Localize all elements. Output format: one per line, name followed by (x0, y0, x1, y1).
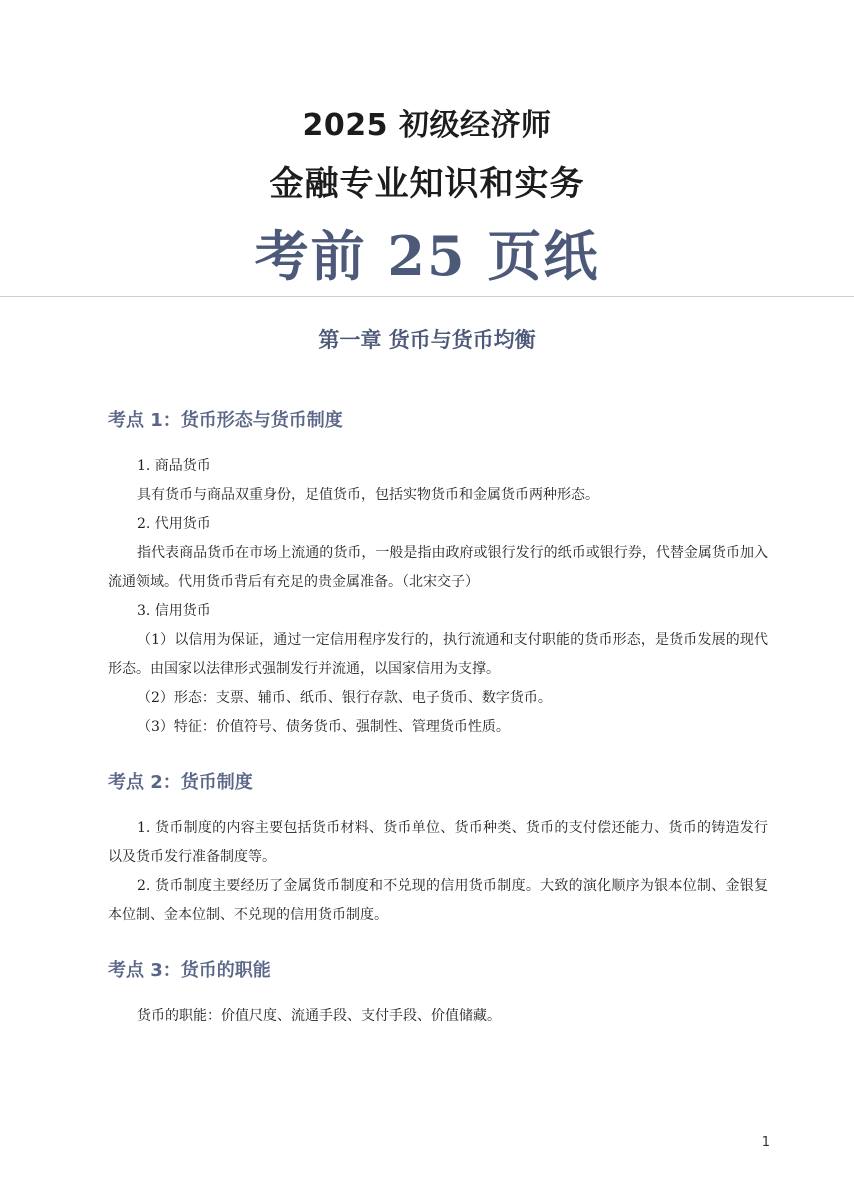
paragraph: 具有货币与商品双重身份，足值货币，包括实物货币和金属货币两种形态。 (137, 487, 599, 503)
document-body (108, 408, 768, 1059)
doc-title-year-exam: 2025 初级经济师 (302, 108, 552, 143)
section-2 (108, 770, 768, 930)
paragraph: 3. 信用货币 (137, 603, 211, 619)
paragraph: 指代表商品货币在市场上流通的货币，一般是指由政府或银行发行的纸币或银行券，代替金属货币加入流通领域。代用货币背后有充足的贵金属准备。（北宋交子） (108, 545, 768, 590)
section-3 (108, 958, 768, 1031)
paragraph: （1）以信用为保证，通过一定信用程序发行的，执行流通和支付职能的货币形态，是货币发展的现代形态。由国家以法律形式强制发行并流通，以国家信用为支撑。 (108, 632, 768, 677)
section-heading: 考点 3：货币的职能 (108, 960, 271, 981)
paragraph: 1. 货币制度的内容主要包括货币材料、货币单位、货币种类、货币的支付偿还能力、货币的铸造发行以及货币发行准备制度等。 (108, 820, 768, 865)
paragraph: （2）形态：支票、辅币、纸币、银行存款、电子货币、数字货币。 (137, 690, 552, 706)
paragraph: 货币的职能：价值尺度、流通手段、支付手段、价值储藏。 (137, 1008, 501, 1024)
section-1 (108, 408, 768, 742)
paragraph: 2. 货币制度主要经历了金属货币制度和不兑现的信用货币制度。大致的演化顺序为银本位制、金银复本位制、金本位制、不兑现的信用货币制度。 (108, 878, 768, 923)
paragraph: （3）特征：价值符号、债务货币、强制性、管理货币性质。 (137, 719, 510, 735)
chapter-title: 第一章 货币与货币均衡 (318, 327, 536, 352)
page-number: 1 (761, 1135, 770, 1150)
header-divider (0, 296, 854, 297)
doc-title-main: 考前 25 页纸 (254, 224, 600, 288)
section-heading: 考点 1：货币形态与货币制度 (108, 410, 343, 431)
paragraph: 1. 商品货币 (137, 458, 211, 474)
doc-title-subject: 金融专业知识和实务 (269, 164, 585, 204)
paragraph: 2. 代用货币 (137, 516, 211, 532)
section-heading: 考点 2：货币制度 (108, 772, 253, 793)
